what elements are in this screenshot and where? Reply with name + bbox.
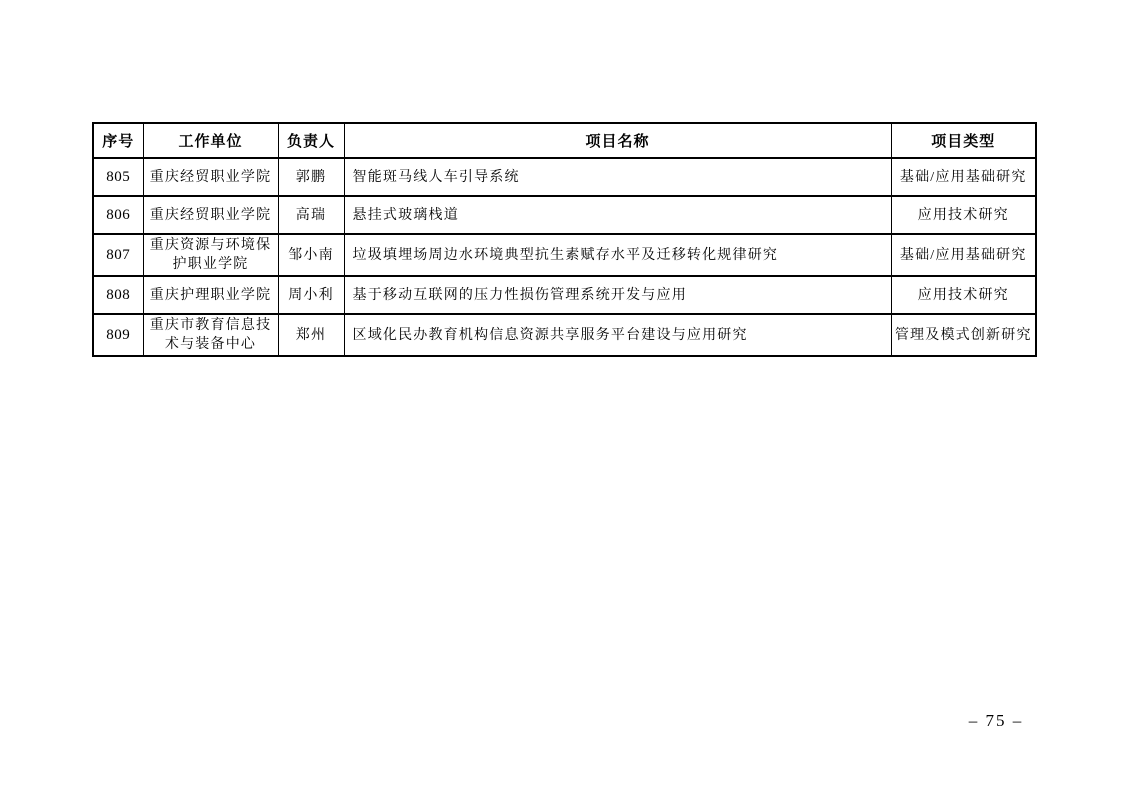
cell-leader: 周小利 [278,276,344,314]
table-row [93,314,1036,356]
table-row [93,158,1036,196]
cell-unit: 重庆护理职业学院 [143,276,278,314]
cell-index: 806 [93,196,143,234]
cell-type: 管理及模式创新研究 [891,314,1036,356]
cell-unit: 重庆资源与环境保护职业学院 [143,234,278,276]
cell-project: 悬挂式玻璃栈道 [344,196,891,234]
table-row [93,234,1036,276]
cell-unit: 重庆经贸职业学院 [143,196,278,234]
cell-unit: 重庆市教育信息技术与装备中心 [143,314,278,356]
cell-index: 809 [93,314,143,356]
cell-type: 基础/应用基础研究 [891,158,1036,196]
cell-leader: 邹小南 [278,234,344,276]
col-header-unit: 工作单位 [143,123,278,158]
cell-project: 区域化民办教育机构信息资源共享服务平台建设与应用研究 [344,314,891,356]
cell-index: 808 [93,276,143,314]
page-number: – 75 – [968,711,1024,730]
cell-type: 应用技术研究 [891,276,1036,314]
col-header-type: 项目类型 [891,123,1036,158]
table-row [93,196,1036,234]
cell-leader: 郑州 [278,314,344,356]
col-header-index: 序号 [93,123,143,158]
projects-table [92,122,1037,357]
cell-leader: 高瑞 [278,196,344,234]
cell-project: 基于移动互联网的压力性损伤管理系统开发与应用 [344,276,891,314]
cell-index: 807 [93,234,143,276]
cell-project: 智能斑马线人车引导系统 [344,158,891,196]
table-header-row [93,123,1036,158]
cell-type: 基础/应用基础研究 [891,234,1036,276]
cell-leader: 郭鹏 [278,158,344,196]
cell-unit: 重庆经贸职业学院 [143,158,278,196]
cell-index: 805 [93,158,143,196]
cell-type: 应用技术研究 [891,196,1036,234]
col-header-leader: 负责人 [278,123,344,158]
col-header-project: 项目名称 [344,123,891,158]
cell-project: 垃圾填埋场周边水环境典型抗生素赋存水平及迁移转化规律研究 [344,234,891,276]
table-row [93,276,1036,314]
